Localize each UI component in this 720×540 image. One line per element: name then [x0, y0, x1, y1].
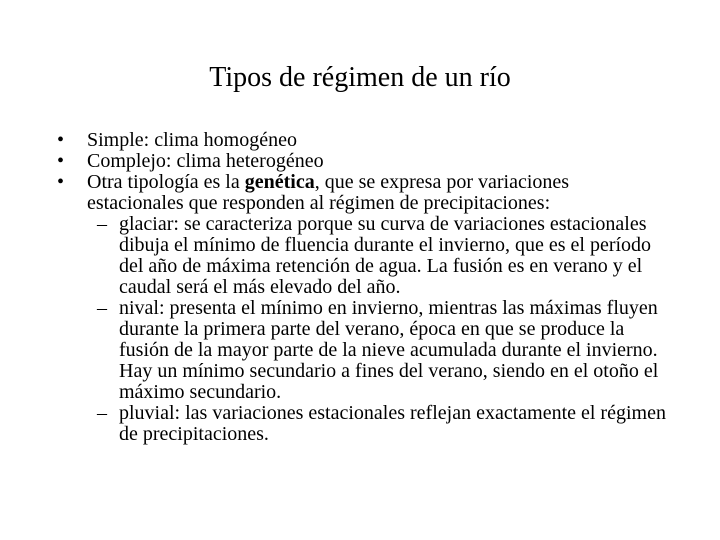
sub-bullet-item	[57, 298, 667, 403]
bullet-marker: •	[57, 129, 65, 151]
sub-bullet-text: nival: presenta el mínimo en invierno, mientras las máximas fluyen durante la primera parte del verano, época en que se produce la fusión de la mayor parte de la nieve acumulada durante el invierno. Hay un mínimo secundario a fines del verano, siendo en el otoño el máximo secundario.	[119, 297, 659, 403]
bullet-marker: •	[57, 150, 65, 172]
bullet-item	[57, 172, 667, 214]
bullet-list	[57, 130, 667, 445]
sub-bullet-marker: –	[97, 297, 107, 319]
bullet-item	[57, 130, 667, 151]
slide-title: Tipos de régimen de un río	[209, 62, 511, 93]
bullet-text-bold: genética	[244, 171, 315, 193]
sub-bullet-text: pluvial: las variaciones estacionales reflejan exactamente el régimen de precipitaciones.	[119, 402, 666, 445]
bullet-text-end: , que se expresa por variaciones estacionales que responden al régimen de precipitaciones:	[87, 171, 570, 214]
bullet-text: Simple: clima homogéneo	[87, 129, 297, 151]
bullet-marker: •	[57, 171, 65, 193]
sub-bullet-text: glaciar: se caracteriza porque su curva de variaciones estacionales dibuja el mínimo de fluencia durante el invierno, que es el período del año de máxima retención de agua. La fusión es en verano y el caudal será el más elevado del año.	[119, 213, 652, 298]
bullet-item	[57, 151, 667, 172]
sub-bullet-marker: –	[97, 402, 107, 424]
bullet-text-start: Otra tipología es la	[87, 171, 245, 193]
sub-bullet-marker: –	[97, 213, 107, 235]
sub-bullet-item	[57, 214, 667, 298]
sub-bullet-item	[57, 403, 667, 445]
bullet-text: Complejo: clima heterogéneo	[87, 150, 324, 172]
